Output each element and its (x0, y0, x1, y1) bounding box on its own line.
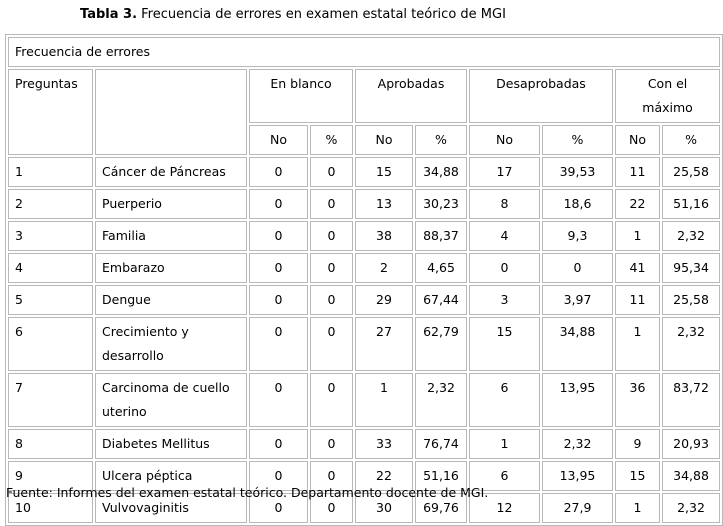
source-footnote: Fuente: Informes del examen estatal teórico. Departamento docente de MGI. (6, 485, 489, 500)
subheader-cell: % (415, 125, 467, 155)
subheader-cell: No (469, 125, 540, 155)
row-value: 34,88 (662, 461, 720, 491)
row-value: 0 (249, 253, 308, 283)
row-value: 2,32 (662, 493, 720, 523)
row-value: 15 (355, 157, 413, 187)
row-value: 27,9 (542, 493, 613, 523)
row-number: 4 (8, 253, 93, 283)
row-value: 4,65 (415, 253, 467, 283)
row-number: 2 (8, 189, 93, 219)
row-value: 0 (310, 221, 353, 251)
row-value: 30 (355, 493, 413, 523)
row-value: 1 (615, 493, 660, 523)
row-value: 13,95 (542, 461, 613, 491)
row-value: 0 (249, 189, 308, 219)
row-value: 0 (249, 461, 308, 491)
table-row (8, 221, 720, 251)
header-en-blanco: En blanco (249, 69, 353, 123)
row-value: 18,6 (542, 189, 613, 219)
row-value: 15 (469, 317, 540, 371)
row-number: 6 (8, 317, 93, 371)
subheader-cell: No (355, 125, 413, 155)
row-value: 0 (249, 317, 308, 371)
row-value: 39,53 (542, 157, 613, 187)
table-row (8, 373, 720, 427)
caption-text: Frecuencia de errores en examen estatal teórico de MGI (137, 7, 506, 22)
row-value: 2,32 (662, 221, 720, 251)
row-value: 0 (310, 253, 353, 283)
row-value: 2 (355, 253, 413, 283)
subheader-cell: No (615, 125, 660, 155)
row-value: 11 (615, 285, 660, 315)
row-topic: Embarazo (95, 253, 247, 283)
row-value: 6 (469, 373, 540, 427)
table-row (8, 285, 720, 315)
row-value: 22 (355, 461, 413, 491)
row-value: 25,58 (662, 157, 720, 187)
table-row (8, 157, 720, 187)
row-value: 4 (469, 221, 540, 251)
row-value: 0 (249, 373, 308, 427)
header-aprobadas: Aprobadas (355, 69, 467, 123)
row-value: 0 (249, 285, 308, 315)
header-tema (95, 69, 247, 155)
group-title: Frecuencia de errores (8, 37, 720, 67)
table-body (8, 37, 720, 523)
caption-label: Tabla 3. (80, 7, 138, 22)
row-value: 30,23 (415, 189, 467, 219)
row-value: 13,95 (542, 373, 613, 427)
row-value: 17 (469, 157, 540, 187)
row-value: 76,74 (415, 429, 467, 459)
row-topic: Crecimiento y desarrollo (95, 317, 247, 371)
row-value: 38 (355, 221, 413, 251)
row-value: 51,16 (415, 461, 467, 491)
row-value: 67,44 (415, 285, 467, 315)
row-value: 0 (249, 429, 308, 459)
row-value: 1 (615, 317, 660, 371)
row-value: 0 (542, 253, 613, 283)
subheader-cell: % (310, 125, 353, 155)
row-value: 27 (355, 317, 413, 371)
row-value: 9 (615, 429, 660, 459)
row-topic: Ulcera péptica (95, 461, 247, 491)
row-value: 25,58 (662, 285, 720, 315)
row-value: 6 (469, 461, 540, 491)
row-number: 7 (8, 373, 93, 427)
table-row (8, 429, 720, 459)
subheader-cell: % (662, 125, 720, 155)
row-number: 5 (8, 285, 93, 315)
row-number: 3 (8, 221, 93, 251)
row-topic: Vulvovaginitis (95, 493, 247, 523)
row-topic: Puerperio (95, 189, 247, 219)
row-value: 8 (469, 189, 540, 219)
row-value: 2,32 (662, 317, 720, 371)
table-caption (80, 7, 506, 22)
row-value: 1 (615, 221, 660, 251)
row-value: 95,34 (662, 253, 720, 283)
row-value: 34,88 (542, 317, 613, 371)
row-value: 22 (615, 189, 660, 219)
row-topic: Diabetes Mellitus (95, 429, 247, 459)
row-value: 0 (310, 317, 353, 371)
row-number: 8 (8, 429, 93, 459)
row-topic: Carcinoma de cuello uterino (95, 373, 247, 427)
row-value: 62,79 (415, 317, 467, 371)
row-value: 1 (355, 373, 413, 427)
row-value: 36 (615, 373, 660, 427)
subheader-cell: No (249, 125, 308, 155)
header-preguntas: Preguntas (8, 69, 93, 155)
row-value: 0 (310, 429, 353, 459)
row-value: 0 (249, 221, 308, 251)
row-value: 0 (249, 157, 308, 187)
row-value: 0 (249, 493, 308, 523)
row-value: 34,88 (415, 157, 467, 187)
subheader-cell: % (542, 125, 613, 155)
row-value: 83,72 (662, 373, 720, 427)
row-value: 20,93 (662, 429, 720, 459)
row-value: 0 (310, 189, 353, 219)
row-value: 41 (615, 253, 660, 283)
row-topic: Dengue (95, 285, 247, 315)
table-row (8, 253, 720, 283)
header-row (8, 69, 720, 123)
row-value: 13 (355, 189, 413, 219)
row-value: 11 (615, 157, 660, 187)
row-topic: Cáncer de Páncreas (95, 157, 247, 187)
row-value: 2,32 (542, 429, 613, 459)
row-value: 0 (469, 253, 540, 283)
row-value: 12 (469, 493, 540, 523)
row-value: 1 (469, 429, 540, 459)
table-row (8, 189, 720, 219)
row-value: 2,32 (415, 373, 467, 427)
row-value: 33 (355, 429, 413, 459)
row-value: 0 (310, 493, 353, 523)
row-value: 0 (310, 285, 353, 315)
row-number: 10 (8, 493, 93, 523)
row-value: 29 (355, 285, 413, 315)
row-number: 1 (8, 157, 93, 187)
error-frequency-table (5, 34, 723, 526)
header-desaprobadas: Desaprobadas (469, 69, 613, 123)
row-value: 9,3 (542, 221, 613, 251)
row-value: 3 (469, 285, 540, 315)
row-value: 0 (310, 461, 353, 491)
group-title-row (8, 37, 720, 67)
header-con-el-maximo: Con el máximo (615, 69, 720, 123)
row-value: 15 (615, 461, 660, 491)
row-topic: Familia (95, 221, 247, 251)
row-value: 69,76 (415, 493, 467, 523)
table-row (8, 317, 720, 371)
row-value: 51,16 (662, 189, 720, 219)
row-number: 9 (8, 461, 93, 491)
row-value: 0 (310, 157, 353, 187)
row-value: 88,37 (415, 221, 467, 251)
row-value: 0 (310, 373, 353, 427)
row-value: 3,97 (542, 285, 613, 315)
